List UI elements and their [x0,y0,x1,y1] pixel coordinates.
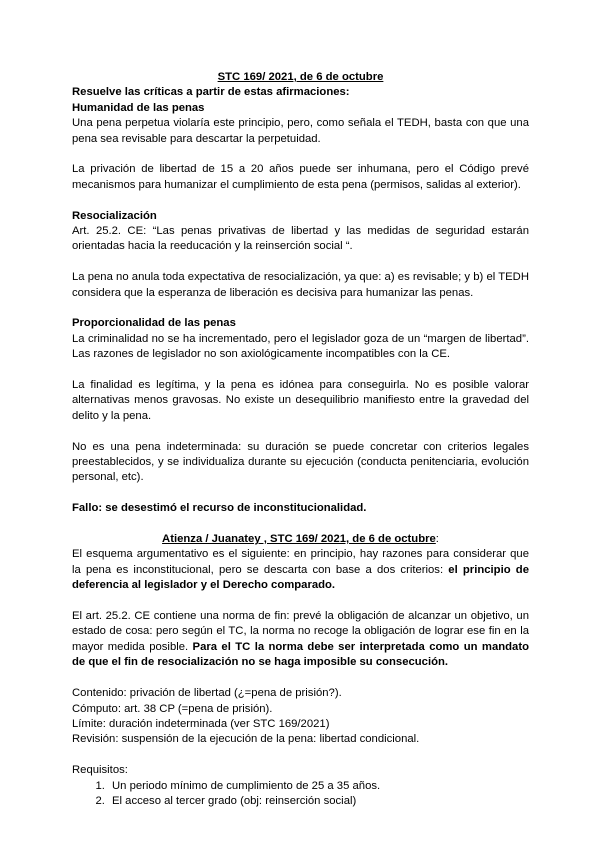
paragraph: El esquema argumentativo es el siguiente: en principio, hay razones para considerar que la pena es inconstitucional, pero se descarta con base a dos criterios: el principio de deferencia al legislador y el Derecho comparado. [72,548,529,592]
detail-line: Revisión: suspensión de la ejecución de la pena: libertad condicional. [72,733,420,746]
paragraph: El art. 25.2. CE contiene una norma de fin: prevé la obligación de alcanzar un objetivo, un estado de cosa: pero según el TC, la norma no recoge la obligación de lograr ese fin en la mayor medida posible. Para el TC la norma debe ser interpretada como un mandato de que el fin de resocialización no se haga imposible su consecución. [72,610,529,669]
fallo-statement: Fallo: se desestimó el recurso de inconstitucionalidad. [72,502,367,515]
section-heading-humanidad: Humanidad de las penas [72,101,205,114]
section-heading-resocializacion: Resocialización [72,209,157,222]
detail-line: Límite: duración indeterminada (ver STC 169/2021) [72,717,330,730]
paragraph: La privación de libertad de 15 a 20 años puede ser inhumana, pero el Código prevé mecanismos para humanizar el cumplimiento de esta pena (permisos, salidas al exterior). [72,163,529,191]
list-item: 2. El acceso al tercer grado (obj: reinserción social) [108,794,529,809]
paragraph: Una pena perpetua violaría este principio, pero, como señala el TEDH, basta con que una pena sea revisable para descartar la perpetuidad. [72,117,529,145]
paragraph: La finalidad es legítima, y la pena es idónea para conseguirla. No es posible valorar alternativas menos gravosas. No existe un desequilibrio manifiesto entre la gravedad del delito y la pena. [72,379,529,422]
section-heading-proporcionalidad: Proporcionalidad de las penas [72,317,236,330]
document-page [72,70,529,809]
detail-line: Cómputo: art. 38 CP (=pena de prisión). [72,702,273,715]
paragraph: Art. 25.2. CE: “Las penas privativas de libertad y las medidas de seguridad estarán orientadas hacia la reeducación y la reinserción social “. [72,225,529,253]
atienza-heading: Atienza / Juanatey , STC 169/ 2021, de 6 de octubre: [162,533,439,546]
requisitos-label: Requisitos: [72,764,128,777]
paragraph: La pena no anula toda expectativa de resocialización, ya que: a) es revisable; y b) el TEDH considera que la esperanza de liberación es decisiva para humanizar las penas. [72,271,529,299]
instruction-heading: Resuelve las críticas a partir de estas afirmaciones: [72,86,350,99]
paragraph: La criminalidad no se ha incrementado, pero el legislador goza de un “margen de libertad”. Las razones de legislador no son axiológicamente incompatibles con la CE. [72,332,529,361]
detail-line: Contenido: privación de libertad (¿=pena de prisión?). [72,687,342,700]
requisitos-list [72,779,529,810]
paragraph: No es una pena indeterminada: su duración se puede concretar con criterios legales preestablecidos, y se individualiza durante su ejecución (conducta penitenciaria, evolución personal, etc). [72,440,529,484]
list-item: 1. Un periodo mínimo de cumplimiento de 25 a 35 años. [108,779,529,794]
document-title: STC 169/ 2021, de 6 de octubre [217,71,384,83]
